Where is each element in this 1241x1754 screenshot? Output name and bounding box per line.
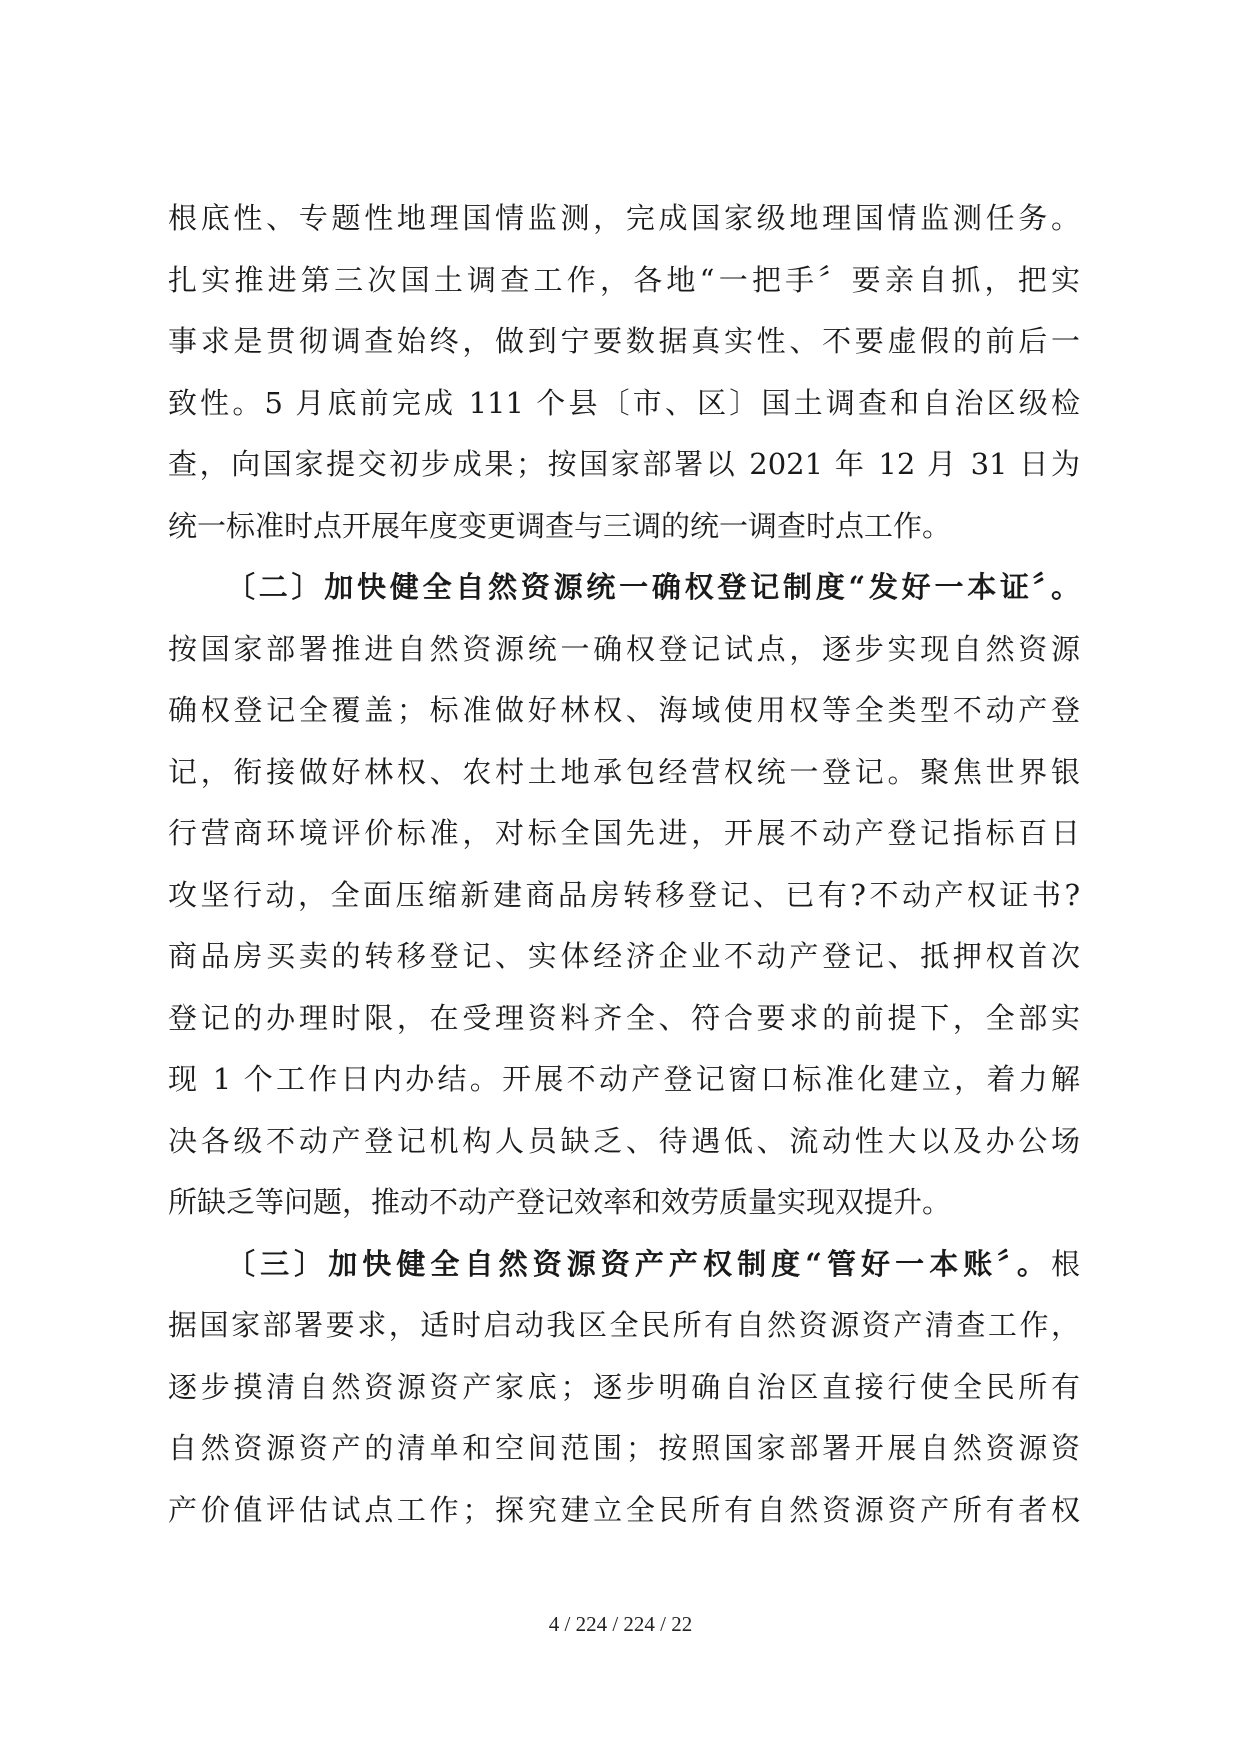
text-line: 自然资源资产的清单和空间范围；按照国家部署开展自然资源资 [168,1431,1080,1465]
text-line: 根底性、专题性地理国情监测，完成国家级地理国情监测任务。 [168,201,1080,235]
paragraph-3 [168,1234,1080,1542]
heading-tail-text: 根 [1050,1246,1080,1281]
text-line: 商品房买卖的转移登记、实体经济企业不动产登记、抵押权首次 [168,939,1080,973]
page-number: 4 / 224 / 224 / 22 [548,1612,693,1636]
text-line: 事求是贯彻调查始终，做到宁要数据真实性、不要虚假的前后一 [168,324,1080,358]
section-heading-2: 〔二〕加快健全自然资源统一确权登记制度“发好一本证〞。 [226,570,1080,604]
text-line: 统一标准时点开展年度变更调查与三调的统一调查时点工作。 [168,508,952,543]
text-line: 产价值评估试点工作；探究建立全民所有自然资源资产所有者权 [168,1492,1080,1527]
paragraph-2 [168,557,1080,1234]
text-line: 记，衔接做好林权、农村土地承包经营权统一登记。聚焦世界银 [168,754,1080,789]
text-line: 攻坚行动，全面压缩新建商品房转移登记、已有?不动产权证书? [168,877,1080,912]
text-line: 逐步摸清自然资源资产家底；逐步明确自治区直接行使全民所有 [168,1369,1080,1404]
text-line: 按国家部署推进自然资源统一确权登记试点，逐步实现自然资源 [168,631,1080,666]
text-line: 所缺乏等问题，推动不动产登记效率和效劳质量实现双提升。 [168,1185,952,1219]
text-line: 现 1 个工作日内办结。开展不动产登记窗口标准化建立，着力解 [168,1062,1080,1096]
text-line: 扎实推进第三次国土调查工作，各地“一把手〞要亲自抓，把实 [168,262,1080,297]
paragraph-1 [168,188,1080,557]
text-line: 据国家部署要求，适时启动我区全民所有自然资源资产清查工作， [168,1308,1080,1342]
text-line: 致性。5 月底前完成 111 个县〔市、区〕国土调查和自治区级检 [168,385,1080,420]
text-line: 行营商环境评价标准，对标全国先进，开展不动产登记指标百日 [168,816,1080,850]
body-text [168,188,1080,1541]
text-line: 决各级不动产登记机构人员缺乏、待遇低、流动性大以及办公场 [168,1123,1080,1158]
text-line: 查，向国家提交初步成果；按国家部署以 2021 年 12 月 31 日为 [168,447,1080,481]
section-heading-3: 〔三〕加快健全自然资源资产产权制度“管好一本账〞。 [226,1246,1051,1281]
section-heading-3-line [168,1234,1080,1296]
text-line: 登记的办理时限，在受理资料齐全、符合要求的前提下，全部实 [168,1000,1080,1035]
text-line: 确权登记全覆盖；标准做好林权、海域使用权等全类型不动产登 [168,693,1080,727]
